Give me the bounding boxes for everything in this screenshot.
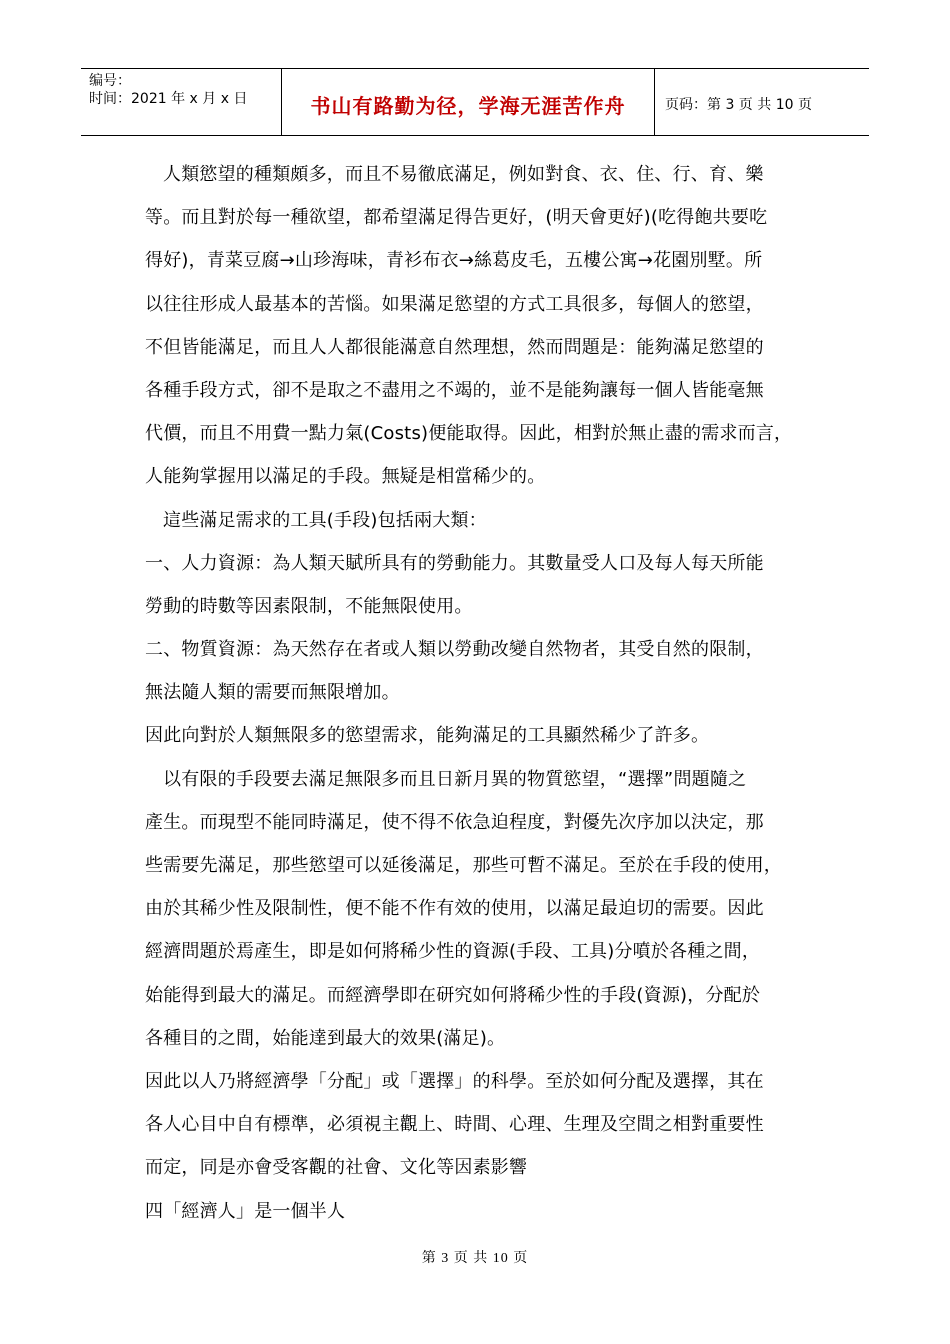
paragraph-line: 這些滿足需求的工具(手段)包括兩大類： [163,509,487,531]
header-meta-cell [81,69,282,135]
header-page-info: 页码：第 3 页 共 10 页 [665,97,812,113]
paragraph-line: 得好)，青菜豆腐→山珍海味，青衫布衣→絲葛皮毛，五樓公寓→花園別墅。所 [145,250,763,272]
paragraph-line: 人能夠掌握用以滿足的手段。無疑是相當稀少的。 [145,466,546,488]
paragraph-line: 產生。而現型不能同時滿足，使不得不依急迫程度，對優先次序加以決定，那 [145,811,764,833]
list-item-line: 一、人力資源：為人類天賦所具有的勞動能力。其數量受人口及每人每天所能 [145,552,764,574]
body-text [145,159,825,1239]
document-date-label: 时间：2021 年 x 月 x 日 [89,91,248,107]
paragraph-line: 各人心目中自有標準，必須視主觀上、時間、心理、生理及空間之相對重要性 [145,1114,764,1136]
paragraph-line: 些需要先滿足，那些慾望可以延後滿足，那些可暫不滿足。至於在手段的使用， [145,855,782,876]
paragraph-line: 各種手段方式，卻不是取之不盡用之不竭的，並不是能夠讓每一個人皆能毫無 [145,379,764,401]
list-item-line: 勞動的時數等因素限制，不能無限使用。 [145,595,473,617]
document-number-label: 编号： [89,73,131,89]
paragraph-line: 經濟問題於焉產生，即是如何將稀少性的資源(手段、工具)分噴於各種之間， [145,941,761,963]
paragraph-line: 始能得到最大的滿足。而經濟學即在研究如何將稀少性的手段(資源)，分配於 [145,984,761,1006]
header-motto: 书山有路勤为径，学海无涯苦作舟 [310,93,626,118]
paragraph-line: 而定，同是亦會受客觀的社會、文化等因素影響 [145,1157,528,1179]
paragraph-line: 各種目的之間，始能達到最大的效果(滿足)。 [145,1027,506,1049]
paragraph-line: 等。而且對於每一種欲望，都希望滿足得告更好，(明天會更好)(吃得飽共要吃 [145,207,768,229]
page-footer: 第 3 页 共 10 页 [421,1251,529,1266]
paragraph-line: 因此向對於人類無限多的慾望需求，能夠滿足的工具顯然稀少了許多。 [145,725,710,747]
list-item-line: 無法隨人類的需要而無限增加。 [145,682,400,704]
paragraph-line: 以有限的手段要去滿足無限多而且日新月異的物質慾望，“選擇”問題隨之 [163,768,747,790]
page-header [81,68,869,136]
paragraph-line: 人類慾望的種類頗多，而且不易徹底滿足，例如對食、衣、住、行、育、樂 [163,164,764,185]
header-motto-cell [282,69,655,135]
paragraph-line: 因此以人乃將經濟學「分配」或「選擇」的科學。至於如何分配及選擇，其在 [145,1070,764,1092]
paragraph-line: 由於其稀少性及限制性，便不能不作有效的使用，以滿足最迫切的需要。因此 [145,898,764,920]
paragraph-line: 代價，而且不用費一點力氣(Costs)便能取得。因此，相對於無止盡的需求而言， [145,423,793,445]
section-heading: 四「經濟人」是一個半人 [145,1200,346,1222]
header-page-cell [655,69,869,135]
paragraph-line: 以往往形成人最基本的苦惱。如果滿足慾望的方式工具很多，每個人的慾望， [145,293,764,315]
paragraph-line: 不但皆能滿足，而且人人都很能滿意自然理想，然而問題是：能夠滿足慾望的 [145,336,764,358]
list-item-line: 二、物質資源：為天然存在者或人類以勞動改變自然物者，其受自然的限制， [145,639,764,661]
